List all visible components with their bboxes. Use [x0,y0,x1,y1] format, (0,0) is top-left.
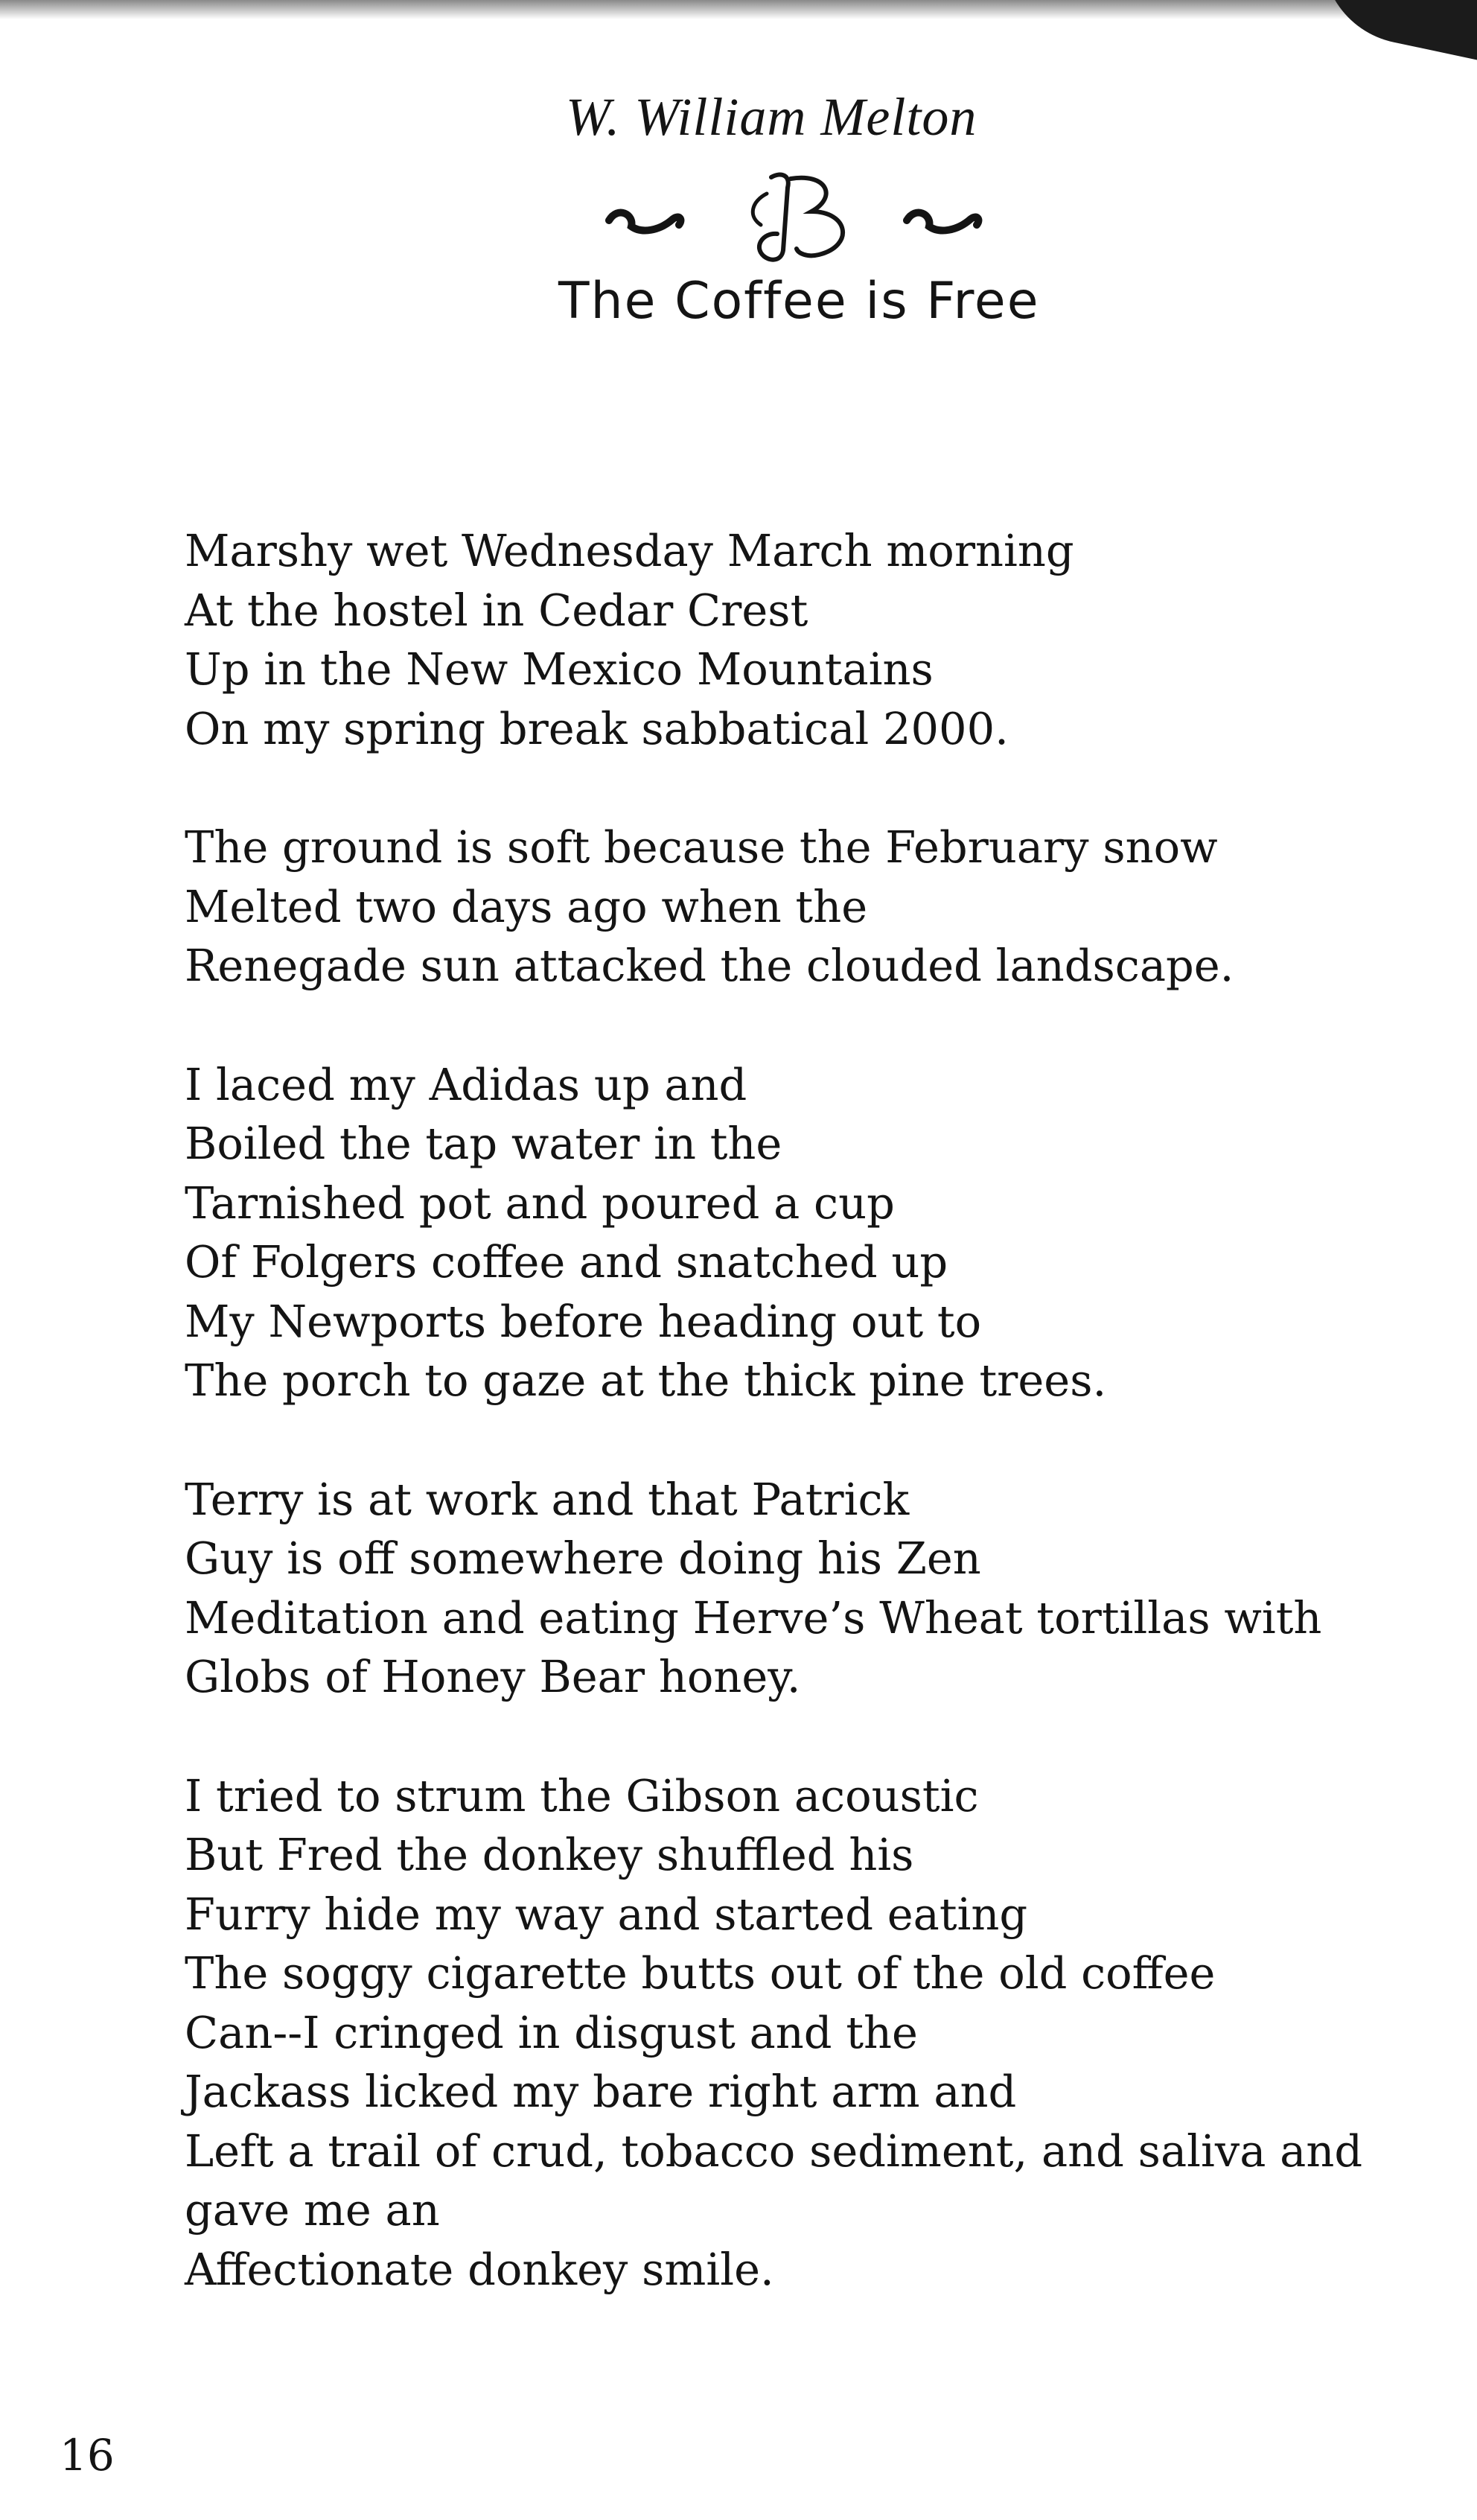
poem-line: Furry hide my way and started eating [185,1888,1028,1940]
poem-line: Up in the New Mexico Mountains [185,643,934,695]
poem-line: I tried to strum the Gibson acoustic [185,1769,979,1821]
poem-line: gave me an [185,2184,440,2236]
poem-line: The ground is soft because the February snow [185,821,1218,873]
left-swash [609,213,680,231]
poem-line: Left a trail of crud, tobacco sediment, and saliva and [185,2125,1363,2177]
script-b-bowls [791,178,843,256]
poem-line: I laced my Adidas up and [185,1058,747,1110]
script-b-loop [753,194,767,225]
poem-line: Guy is off somewhere doing his Zen [185,1533,981,1584]
poem-title: The Coffee is Free [558,272,1040,331]
poem-line: Jackass licked my bare right arm and [185,2066,1017,2117]
right-swash [907,213,978,231]
author-name: W. William Melton [566,87,977,147]
poem-line: My Newports before heading out to [185,1295,982,1347]
poem-line: Boiled the tap water in the [185,1118,782,1169]
poem-line: Tarnished pot and poured a cup [185,1177,895,1229]
poem-line: Melted two days ago when the [185,880,868,932]
poem-line: On my spring break sabbatical 2000. [185,702,1009,754]
poem-line: Renegade sun attacked the clouded landscape. [185,940,1234,991]
script-b-flourish-icon [596,162,1012,267]
stanza-1 [185,521,1420,758]
poem-line: Terry is at work and that Patrick [185,1473,910,1525]
stanza-3 [185,1055,1420,1410]
stanza-2 [185,818,1420,996]
poem-line: Marshy wet Wednesday March morning [185,525,1074,576]
stanza-4 [185,1470,1420,1707]
poem-line: But Fred the donkey shuffled his [185,1829,914,1880]
poem-line: Affectionate donkey smile. [185,2243,774,2295]
page-number: 16 [60,2430,115,2481]
poem-line: The soggy cigarette butts out of the old coffee [185,1947,1216,1999]
poem-line: At the hostel in Cedar Crest [185,584,808,636]
script-b-stroke [759,174,788,259]
poem-line: The porch to gaze at the thick pine trees. [185,1355,1107,1406]
poem-line: Globs of Honey Bear honey. [185,1651,801,1702]
poem-body [185,521,1420,2358]
poem-line: Meditation and eating Herve’s Wheat tortillas with [185,1591,1322,1644]
poem-line: Can--I cringed in disgust and the [185,2006,918,2058]
poem-line: Of Folgers coffee and snatched up [185,1236,948,1288]
stanza-5 [185,1766,1420,2300]
poem-header [0,0,1477,357]
